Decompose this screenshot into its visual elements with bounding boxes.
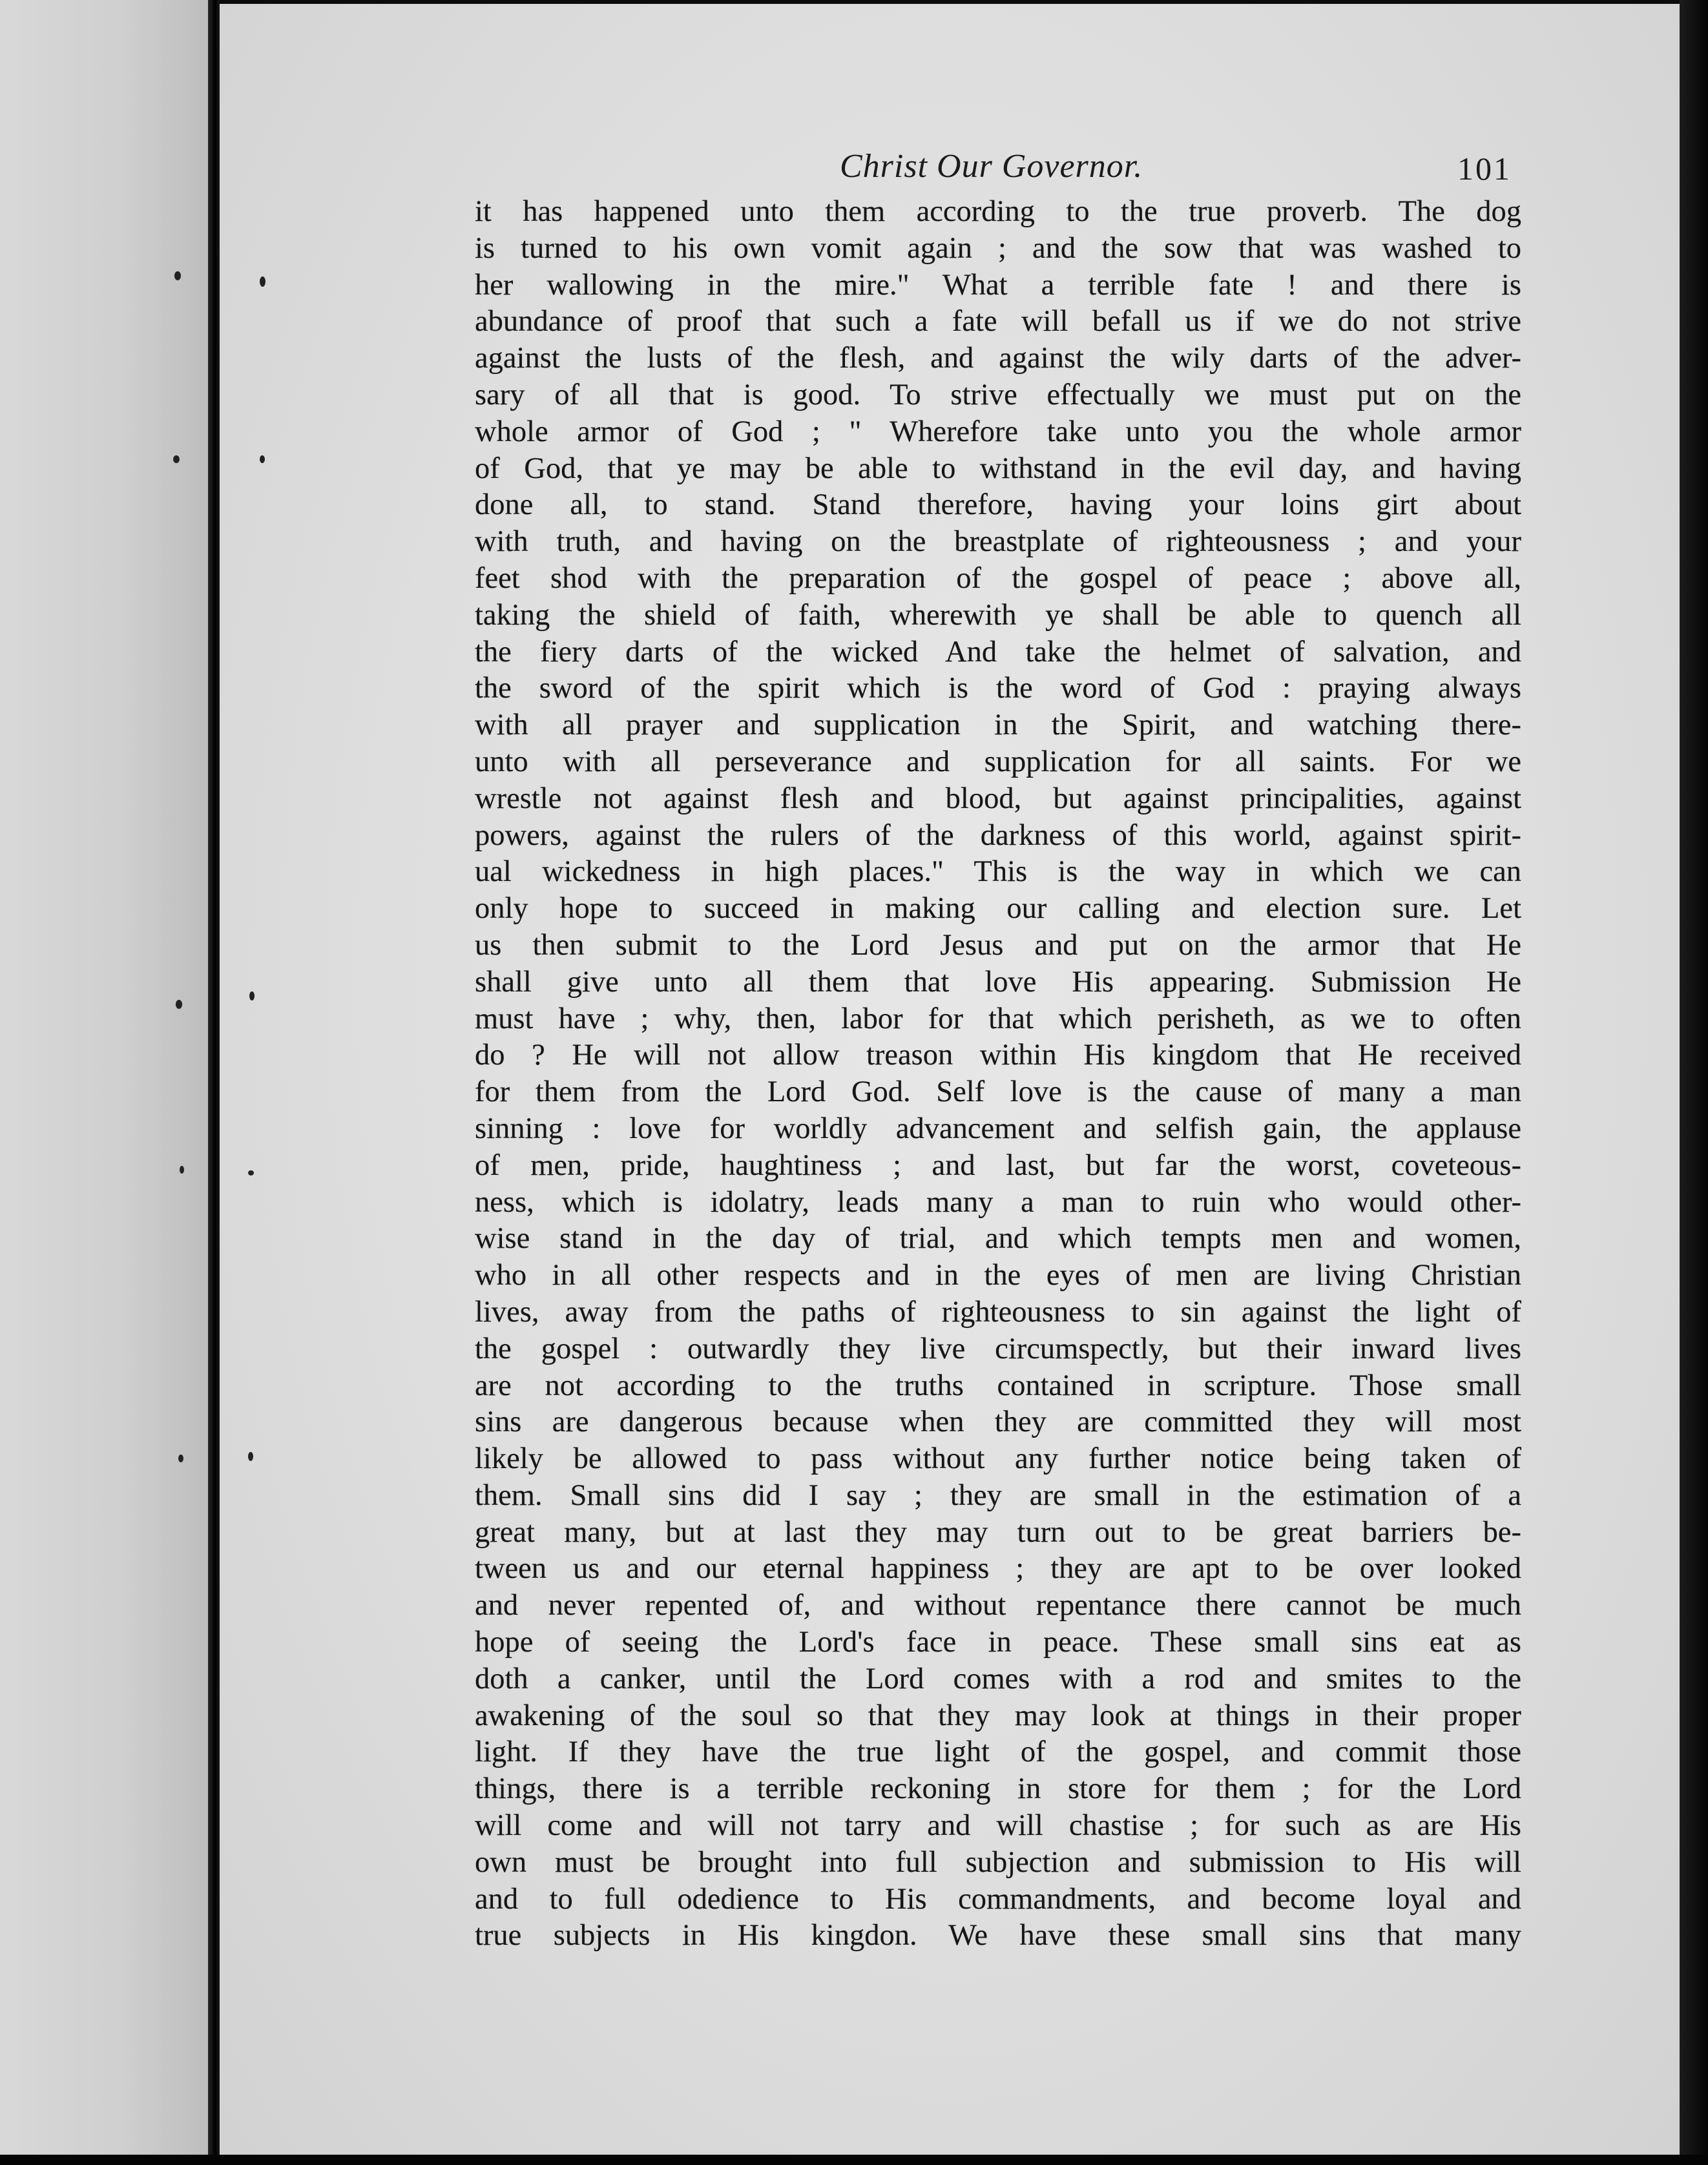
text-line: of God, that ye may be able to withstand in the evil day, and having — [475, 451, 1521, 485]
text-line: unto with all perseverance and supplication for all saints. For we — [475, 745, 1521, 778]
text-line: and to full odedience to His commandments, and become loyal and — [475, 1882, 1521, 1916]
text-line: true subjects in His kingdon. We have these small sins that many — [475, 1919, 1521, 1953]
text-line: us then submit to the Lord Jesus and put on the armor that He — [475, 928, 1521, 962]
text-line: whole armor of God ; " Wherefore take unto you the whole armor — [475, 415, 1521, 448]
text-line: light. If they have the true light of the gospel, and commit those — [475, 1735, 1521, 1769]
text-line: sary of all that is good. To strive effectually we must put on the — [475, 378, 1521, 411]
scan-speck — [248, 1452, 253, 1461]
text-line: for them from the Lord God. Self love is the cause of many a man — [475, 1075, 1521, 1109]
text-line: and never repented of, and without repentance there cannot be much — [475, 1589, 1521, 1622]
text-line: is turned to his own vomit again ; and the sow that was washed to — [475, 231, 1521, 265]
text-line: her wallowing in the mire." What a terrible fate ! and there is — [475, 268, 1521, 302]
text-line: great many, but at last they may turn out to be great barriers be- — [475, 1515, 1521, 1549]
page-bottom-edge — [0, 2155, 1708, 2165]
text-line: of men, pride, haughtiness ; and last, but far the worst, coveteous- — [475, 1148, 1521, 1182]
text-line: wrestle not against flesh and blood, but against principalities, against — [475, 782, 1521, 815]
body-text — [475, 194, 1521, 1954]
scan-speck — [178, 1455, 183, 1462]
scan-speck — [248, 1170, 254, 1176]
text-line: own must be brought into full subjection and submission to His will — [475, 1845, 1521, 1879]
text-line: shall give unto all them that love His appearing. Submission He — [475, 965, 1521, 999]
running-head: Christ Our Governor. — [840, 148, 1143, 185]
scan-speck — [180, 1166, 184, 1174]
page-header — [827, 147, 1512, 199]
scan-speck — [249, 991, 255, 1000]
text-line: only hope to succeed in making our calling and election sure. Let — [475, 892, 1521, 926]
text-line: are not according to the truths contained in scripture. Those small — [475, 1369, 1521, 1402]
text-line: with truth, and having on the breastplate of righteousness ; and your — [475, 525, 1521, 559]
text-line: abundance of proof that such a fate will befall us if we do not strive — [475, 305, 1521, 338]
text-line: will come and will not tarry and will chastise ; for such as are His — [475, 1809, 1521, 1843]
text-line: ness, which is idolatry, leads many a man to ruin who would other- — [475, 1185, 1521, 1219]
text-line: must have ; why, then, labor for that which perisheth, as we to often — [475, 1002, 1521, 1035]
page-right-edge — [1680, 0, 1708, 2165]
text-line: the sword of the spirit which is the word of God : praying always — [475, 672, 1521, 705]
scan-speck — [260, 455, 265, 463]
text-line: powers, against the rulers of the darkness of this world, against spirit- — [475, 818, 1521, 852]
facing-page-edge — [0, 0, 208, 2165]
scan-speck — [173, 455, 180, 463]
text-line: awakening of the soul so that they may look at things in their proper — [475, 1699, 1521, 1732]
text-line: who in all other respects and in the eyes of men are living Christian — [475, 1259, 1521, 1292]
text-line: do ? He will not allow treason within His kingdom that He received — [475, 1039, 1521, 1072]
scan-speck — [176, 1000, 182, 1009]
text-line: feet shod with the preparation of the gospel of peace ; above all, — [475, 561, 1521, 595]
text-line: things, there is a terrible reckoning in store for them ; for the Lord — [475, 1772, 1521, 1806]
text-line: doth a canker, until the Lord comes with a rod and smites to the — [475, 1662, 1521, 1695]
text-line: it has happened unto them according to the true proverb. The dog — [475, 195, 1521, 228]
text-line: ual wickedness in high places." This is the way in which we can — [475, 855, 1521, 889]
text-line: hope of seeing the Lord's face in peace. These small sins eat as — [475, 1626, 1521, 1659]
scan-speck — [260, 276, 266, 287]
text-line: done all, to stand. Stand therefore, having your loins girt about — [475, 488, 1521, 522]
text-line: with all prayer and supplication in the Spirit, and watching there- — [475, 709, 1521, 742]
text-line: tween us and our eternal happiness ; they are apt to be over looked — [475, 1552, 1521, 1586]
scan-speck — [174, 271, 181, 280]
text-line: against the lusts of the flesh, and against the wily darts of the adver- — [475, 342, 1521, 375]
text-line: sinning : love for worldly advancement and selfish gain, the applause — [475, 1112, 1521, 1145]
text-line: wise stand in the day of trial, and which tempts men and women, — [475, 1222, 1521, 1256]
text-line: lives, away from the paths of righteousness to sin against the light of — [475, 1295, 1521, 1329]
text-line: the gospel : outwardly they live circumspectly, but their inward lives — [475, 1332, 1521, 1365]
text-line: sins are dangerous because when they are committed they will most — [475, 1405, 1521, 1439]
text-line: taking the shield of faith, wherewith ye shall be able to quench all — [475, 598, 1521, 632]
text-line: likely be allowed to pass without any further notice being taken of — [475, 1442, 1521, 1476]
text-line: them. Small sins did I say ; they are small in the estimation of a — [475, 1478, 1521, 1512]
page-number: 101 — [1457, 150, 1512, 187]
book-gutter — [208, 0, 220, 2165]
text-line: the fiery darts of the wicked And take the helmet of salvation, and — [475, 635, 1521, 668]
